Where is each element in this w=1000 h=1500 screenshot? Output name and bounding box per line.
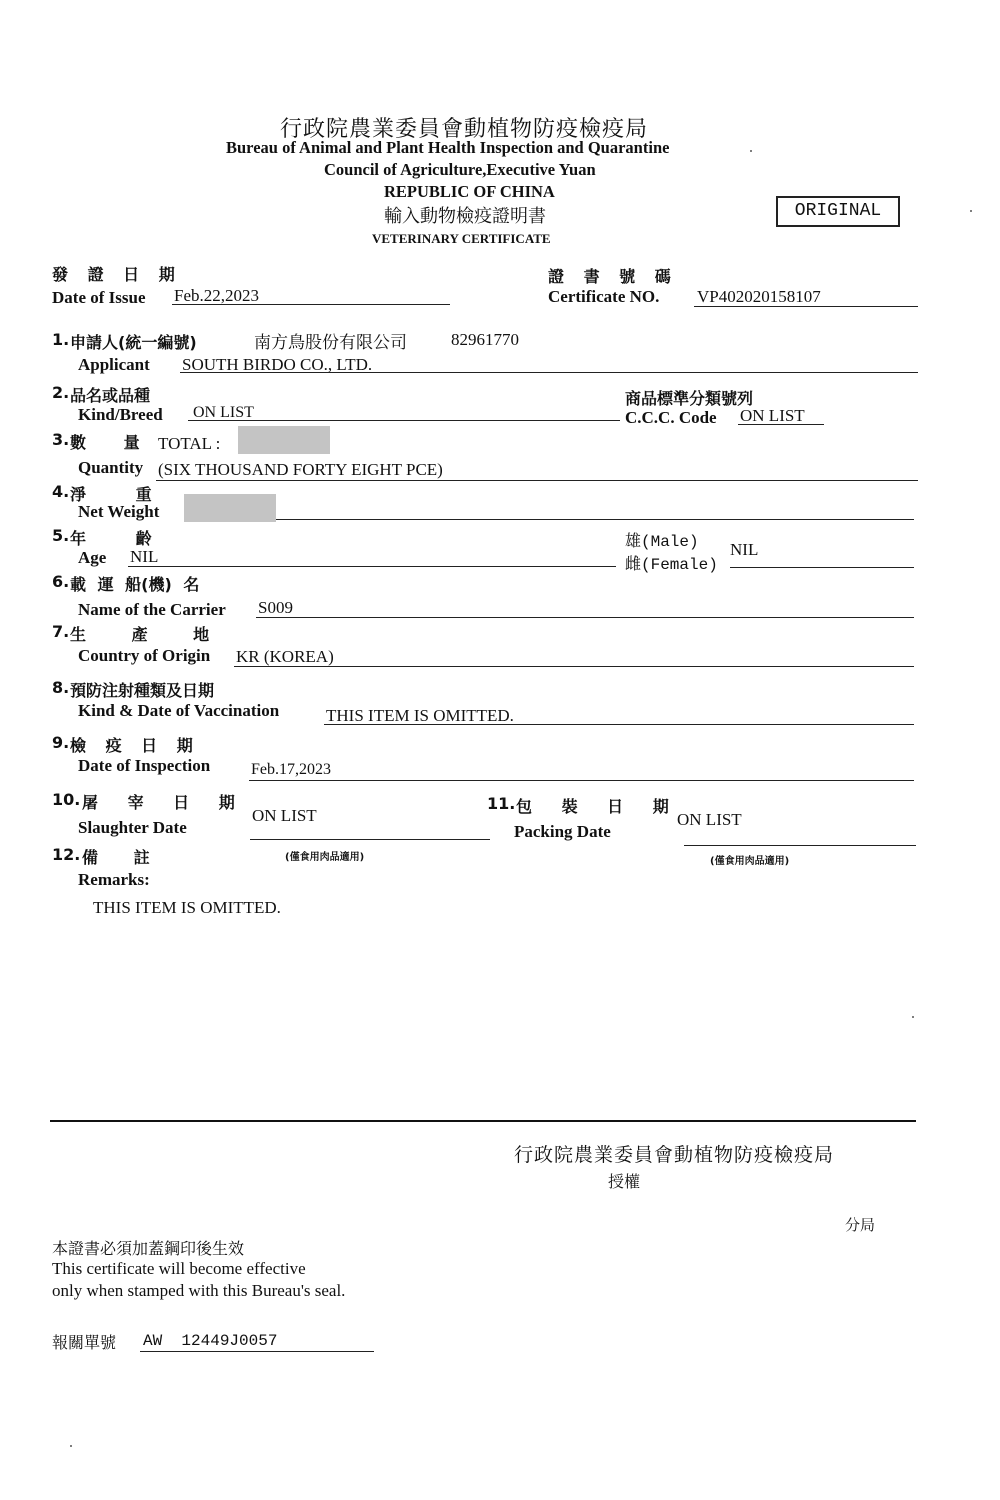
applicant-tax-id: 82961770 bbox=[451, 330, 519, 349]
net-weight-label-cn: 淨 重 bbox=[70, 485, 152, 504]
applicant-value: SOUTH BIRDO CO., LTD. bbox=[182, 355, 373, 374]
ccc-code-label: C.C.C. Code bbox=[625, 408, 717, 427]
net-weight-label: Net Weight bbox=[78, 502, 160, 521]
certificate-no-value: VP402020158107 bbox=[697, 287, 821, 306]
field-number-7: 7. bbox=[52, 622, 70, 641]
carrier-value: S009 bbox=[258, 598, 293, 617]
ccc-code-label-cn: 商品標準分類號列 bbox=[625, 389, 754, 408]
scan-speck bbox=[970, 210, 972, 212]
vaccination-underline bbox=[324, 724, 914, 725]
kind-label-cn: 品名或品種 bbox=[70, 386, 151, 405]
origin-label: Country of Origin bbox=[78, 646, 211, 665]
scan-speck bbox=[70, 1445, 72, 1447]
carrier-label-cn: 載 運 船(機) 名 bbox=[70, 575, 200, 594]
validity-note-en-2: only when stamped with this Bureau's seal. bbox=[52, 1281, 346, 1300]
issue-date-label: Date of Issue bbox=[52, 288, 146, 307]
agency-title-cn: 行政院農業委員會動植物防疫檢疫局 bbox=[280, 116, 649, 141]
packing-underline bbox=[684, 845, 916, 846]
slaughter-underline bbox=[250, 839, 490, 840]
validity-note-en-1: This certificate will become effective bbox=[52, 1259, 306, 1278]
country-title: REPUBLIC OF CHINA bbox=[384, 182, 555, 201]
footer-agency-cn: 行政院農業委員會動植物防疫檢疫局 bbox=[514, 1145, 835, 1166]
field-number-2: 2. bbox=[52, 383, 70, 402]
council-title: Council of Agriculture,Executive Yuan bbox=[324, 160, 596, 179]
quantity-underline bbox=[156, 480, 918, 481]
certificate-no-underline bbox=[694, 306, 918, 307]
field-number-1: 1. bbox=[52, 330, 70, 349]
slaughter-note: (僅食用肉品適用) bbox=[285, 852, 365, 863]
field-number-8: 8. bbox=[52, 678, 70, 697]
field-number-12: 12. bbox=[52, 845, 81, 864]
female-label: 雌(Female) bbox=[625, 556, 718, 574]
packing-label-cn: 包 裝 日 期 bbox=[516, 797, 669, 816]
scan-speck bbox=[750, 150, 752, 152]
inspection-underline bbox=[249, 780, 914, 781]
origin-value: KR (KOREA) bbox=[236, 647, 334, 666]
field-number-9: 9. bbox=[52, 733, 70, 752]
net-weight-underline bbox=[276, 519, 914, 520]
slaughter-value: ON LIST bbox=[252, 806, 317, 825]
slaughter-label: Slaughter Date bbox=[78, 818, 187, 837]
validity-note-cn: 本證書必須加蓋鋼印後生效 bbox=[52, 1241, 245, 1258]
sex-value: NIL bbox=[730, 540, 759, 559]
footer-branch-cn: 分局 bbox=[845, 1218, 876, 1234]
ccc-code-underline bbox=[738, 424, 824, 425]
kind-value: ON LIST bbox=[193, 404, 254, 421]
packing-note: (僅食用肉品適用) bbox=[710, 856, 790, 867]
inspection-value: Feb.17,2023 bbox=[251, 761, 331, 778]
inspection-label-cn: 檢 疫 日 期 bbox=[70, 736, 193, 755]
certificate-no-label-cn: 證 書 號 碼 bbox=[548, 267, 671, 286]
original-stamp: ORIGINAL bbox=[776, 196, 900, 227]
agency-title-en: Bureau of Animal and Plant Health Inspection and Quarantine bbox=[226, 138, 670, 157]
customs-no-label-cn: 報關單號 bbox=[52, 1335, 117, 1352]
carrier-underline bbox=[256, 617, 914, 618]
packing-value: ON LIST bbox=[677, 810, 742, 829]
applicant-label-cn: 申請人(統一編號) bbox=[70, 333, 197, 352]
remarks-label-cn: 備 註 bbox=[82, 848, 150, 867]
certificate-title-cn: 輸入動物檢疫證明書 bbox=[384, 206, 546, 226]
field-number-10: 10. bbox=[52, 790, 81, 809]
applicant-underline bbox=[180, 372, 918, 373]
quantity-label: Quantity bbox=[78, 458, 144, 477]
certificate-no-label: Certificate NO. bbox=[548, 287, 660, 306]
footer-authorized-cn: 授權 bbox=[608, 1174, 641, 1191]
inspection-label: Date of Inspection bbox=[78, 756, 211, 775]
quantity-total-redacted bbox=[238, 426, 330, 454]
net-weight-redacted bbox=[184, 494, 276, 522]
scan-speck bbox=[912, 1016, 914, 1018]
vaccination-label: Kind & Date of Vaccination bbox=[78, 701, 280, 720]
origin-label-cn: 生 產 地 bbox=[70, 625, 210, 644]
kind-label: Kind/Breed bbox=[78, 405, 163, 424]
sex-underline bbox=[730, 567, 914, 568]
footer-divider bbox=[50, 1120, 916, 1122]
age-underline bbox=[128, 566, 616, 567]
issue-date-value: Feb.22,2023 bbox=[174, 286, 259, 305]
customs-no-underline bbox=[140, 1351, 374, 1352]
applicant-name-cn: 南方鳥股份有限公司 bbox=[254, 333, 407, 352]
kind-underline bbox=[188, 420, 620, 421]
field-number-3: 3. bbox=[52, 430, 70, 449]
applicant-label: Applicant bbox=[78, 355, 150, 374]
age-label: Age bbox=[78, 548, 107, 567]
vaccination-value: THIS ITEM IS OMITTED. bbox=[326, 706, 514, 725]
field-number-4: 4. bbox=[52, 482, 70, 501]
issue-date-label-cn: 發 證 日 期 bbox=[52, 265, 175, 284]
field-number-5: 5. bbox=[52, 526, 70, 545]
field-number-11: 11. bbox=[487, 794, 516, 813]
quantity-label-cn: 數 量 bbox=[70, 433, 140, 452]
vaccination-label-cn: 預防注射種類及日期 bbox=[70, 681, 215, 700]
carrier-label: Name of the Carrier bbox=[78, 600, 226, 619]
male-label: 雄(Male) bbox=[625, 533, 699, 551]
origin-underline bbox=[234, 666, 914, 667]
age-label-cn: 年 齡 bbox=[70, 529, 152, 548]
quantity-value: (SIX THOUSAND FORTY EIGHT PCE) bbox=[158, 460, 443, 479]
packing-label: Packing Date bbox=[514, 822, 611, 841]
age-value: NIL bbox=[130, 547, 159, 566]
remarks-label: Remarks: bbox=[78, 870, 150, 889]
slaughter-label-cn: 屠 宰 日 期 bbox=[82, 793, 235, 812]
remarks-value: THIS ITEM IS OMITTED. bbox=[93, 898, 281, 917]
quantity-total-label: TOTAL : bbox=[158, 434, 221, 453]
ccc-code-value: ON LIST bbox=[740, 406, 805, 425]
field-number-6: 6. bbox=[52, 572, 70, 591]
issue-date-underline bbox=[172, 304, 450, 305]
customs-no-value: AW 12449J0057 bbox=[143, 1332, 278, 1350]
certificate-title-en: VETERINARY CERTIFICATE bbox=[372, 231, 551, 246]
